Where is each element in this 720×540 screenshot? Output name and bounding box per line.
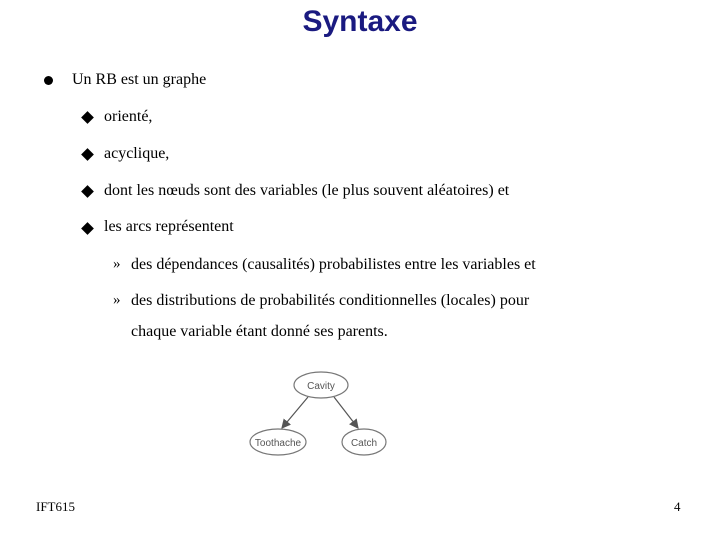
bullet-level2: les arcs représentent — [104, 218, 234, 235]
bullet-level2: orienté, — [104, 108, 153, 125]
arrow-cavity-catch — [334, 397, 358, 428]
bullet-level3-continuation: chaque variable étant donné ses parents. — [131, 323, 388, 340]
bullet-level3: des distributions de probabilités conditionnelles (locales) pour — [131, 292, 530, 309]
node-label: Catch — [350, 438, 378, 449]
arrow-cavity-toothache — [282, 397, 308, 428]
diamond-bullet-icon — [81, 222, 94, 235]
diamond-bullet-icon — [81, 111, 94, 124]
chevron-bullet-icon: » — [113, 256, 121, 272]
bullet-level2: dont les nœuds sont des variables (le plus souvent aléatoires) et — [104, 182, 510, 199]
bullet-dot-icon — [44, 76, 53, 85]
bayes-net-diagram — [240, 360, 400, 460]
diamond-bullet-icon — [81, 185, 94, 198]
bullet-level2: acyclique, — [104, 145, 170, 162]
bullet-level1: Un RB est un graphe — [72, 71, 207, 88]
bullet-level3: des dépendances (causalités) probabilistes entre les variables et — [131, 256, 536, 273]
footer-course-code: IFT615 — [36, 499, 75, 514]
page-number: 4 — [674, 499, 681, 514]
node-label: Cavity — [307, 381, 335, 392]
node-label: Toothache — [254, 438, 302, 449]
diamond-bullet-icon — [81, 148, 94, 161]
slide-title: Syntaxe — [302, 5, 418, 38]
chevron-bullet-icon: » — [113, 292, 121, 308]
